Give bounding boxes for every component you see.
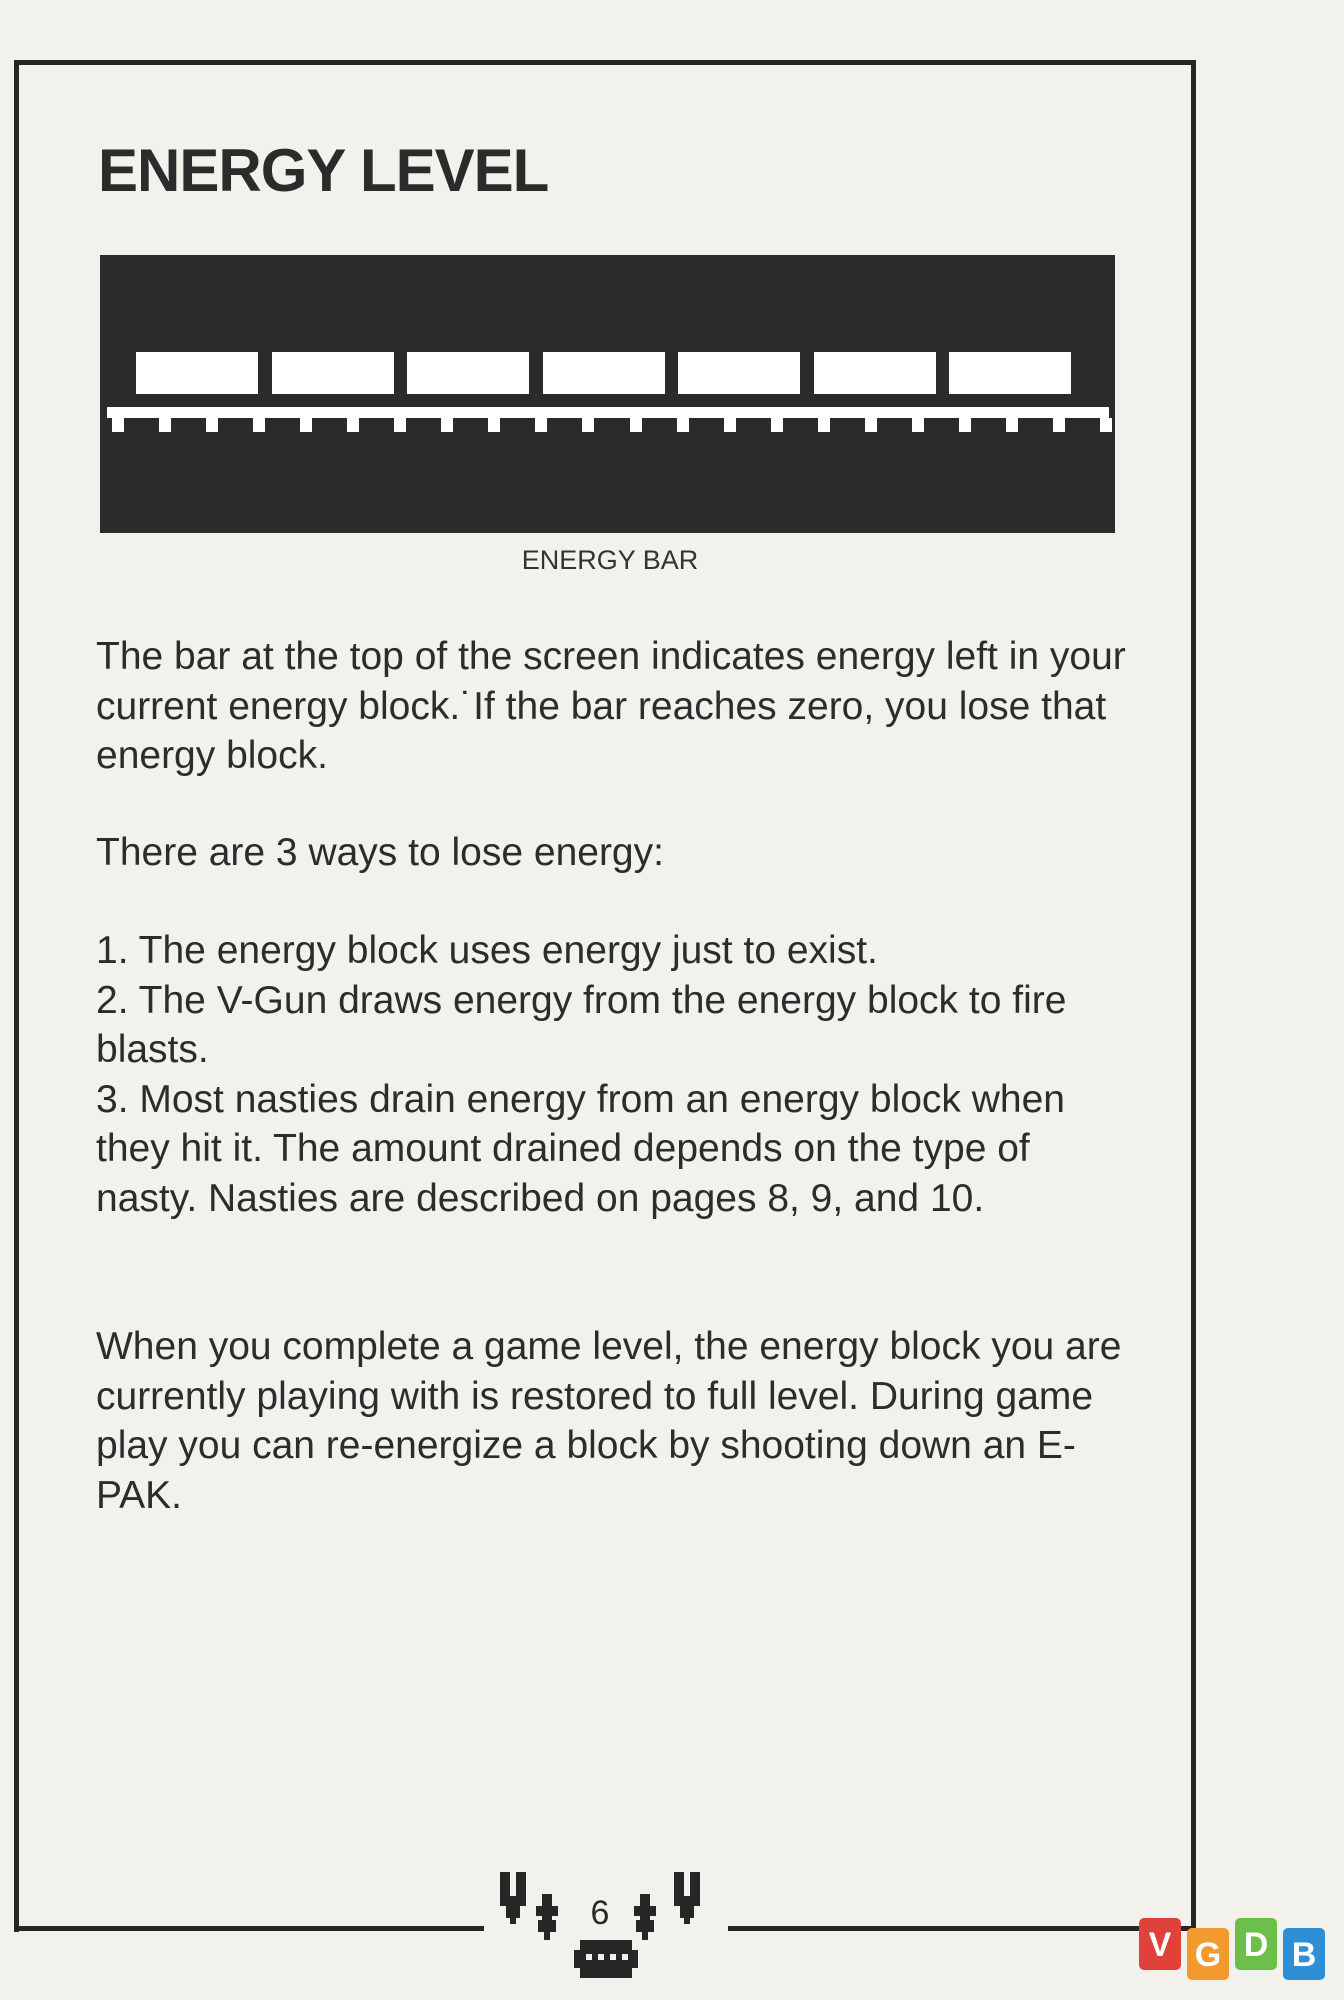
energy-bar-tick-strip xyxy=(107,407,1109,418)
energy-bar-tick xyxy=(1100,418,1112,432)
energy-block xyxy=(949,352,1071,394)
list-item: 2. The V-Gun draws energy from the energy block to fire blasts. xyxy=(96,978,1067,1071)
energy-bar-tick xyxy=(394,418,406,432)
page-border-bottom-right xyxy=(728,1926,1196,1931)
intro-paragraph: The bar at the top of the screen indicates energy left in your current energy block.˙If the bar reaches zero, you lose that energy block. xyxy=(96,635,1126,777)
list-item: 3. Most nasties drain energy from an energy block when they hit it. The amount drained depends on the type of nasty. Nasties are described on pages 8, 9, and 10. xyxy=(96,1077,1066,1220)
watermark-letter: V xyxy=(1148,1926,1172,1964)
energy-block xyxy=(543,352,665,394)
page-border-bottom-left xyxy=(14,1926,484,1931)
energy-loss-list xyxy=(96,926,1136,1223)
ways-heading-paragraph: There are 3 ways to lose energy: xyxy=(96,831,664,874)
energy-bar-tick xyxy=(347,418,359,432)
energy-bar-tick xyxy=(912,418,924,432)
energy-block xyxy=(678,352,800,394)
list-item: 1. The energy block uses energy just to exist. xyxy=(96,929,878,972)
energy-bar-tick xyxy=(771,418,783,432)
energy-bar-tick xyxy=(1053,418,1065,432)
closing-paragraph: When you complete a game level, the energy block you are currently playing with is restored to full level. During game play you can re-energize a block by shooting down an E-PAK. xyxy=(96,1325,1122,1517)
energy-block xyxy=(407,352,529,394)
energy-bar-tick xyxy=(959,418,971,432)
energy-block xyxy=(814,352,936,394)
watermark-letter: D xyxy=(1243,1926,1269,1964)
page-number: 6 xyxy=(590,1894,610,1932)
energy-block xyxy=(272,352,394,394)
energy-bar-tick xyxy=(441,418,453,432)
energy-bar-tick xyxy=(488,418,500,432)
energy-bar-tick xyxy=(677,418,689,432)
energy-bar-tick xyxy=(112,418,124,432)
energy-block xyxy=(136,352,258,394)
watermark-letter: G xyxy=(1194,1936,1222,1974)
energy-bar-tick xyxy=(1006,418,1018,432)
energy-bar-tick xyxy=(582,418,594,432)
energy-bar-tick xyxy=(159,418,171,432)
energy-bar-tick xyxy=(535,418,547,432)
energy-bar-tick xyxy=(300,418,312,432)
watermark-letter: B xyxy=(1291,1936,1317,1974)
figure-caption: ENERGY BAR xyxy=(521,545,699,575)
energy-bar-tick xyxy=(724,418,736,432)
energy-bar-tick xyxy=(206,418,218,432)
vgdb-watermark-logo xyxy=(1135,1912,1335,1992)
energy-bar-figure xyxy=(100,255,1115,533)
energy-bar-tick xyxy=(253,418,265,432)
energy-bar-tick xyxy=(630,418,642,432)
energy-bar-tick xyxy=(818,418,830,432)
energy-bar-tick xyxy=(865,418,877,432)
page-title: ENERGY LEVEL xyxy=(98,137,549,204)
